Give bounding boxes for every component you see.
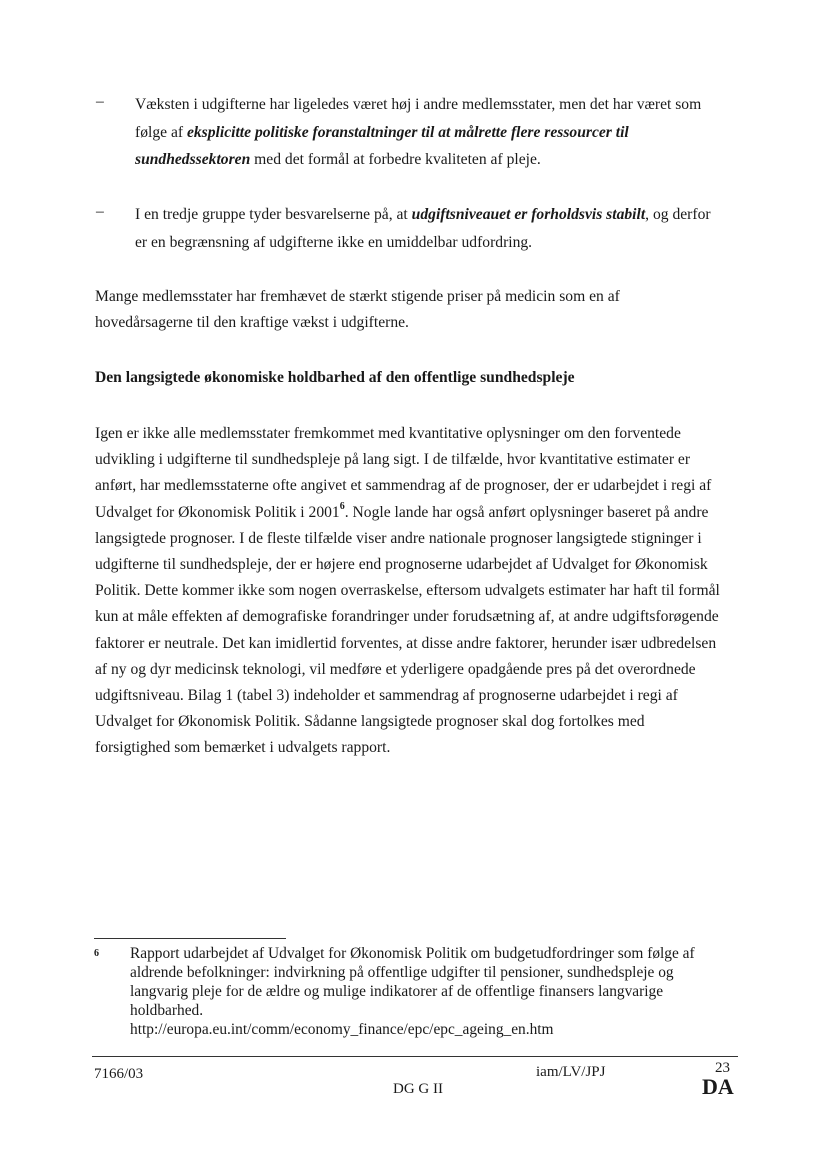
text-run: forsigtighed som bemærket i udvalgets rapport.: [95, 739, 391, 757]
text-line: [135, 201, 755, 229]
emphasized-text: udgiftsniveauet er forholdsvis stabilt: [411, 206, 646, 223]
text-run: langsigtede prognoser. I de fleste tilfælde viser andre nationale prognoser langsigtede stigninger i: [95, 529, 702, 547]
text-line: [95, 500, 735, 526]
footnote-url: http://europa.eu.int/comm/economy_finance/epc/epc_ageing_en.htm: [130, 1021, 554, 1038]
footnote-line: langvarig pleje for de ældre og mulige indikatorer af de offentlige finansers langvarige: [130, 983, 664, 1000]
text-run: I en tredje gruppe tyder besvarelserne på, at: [135, 206, 412, 223]
text-line: [95, 526, 735, 552]
text-run: udgifterne til sundhedspleje, der er højere end prognoserne udarbejdet af Udvalget for Økonomisk: [95, 556, 708, 574]
footnote-text: [130, 944, 730, 1039]
paragraph: [95, 421, 735, 762]
footnote-line: aldrende befolkninger: indvirkning på offentlige udgifter til pensioner, sundhedspleje og: [130, 964, 674, 981]
text-line: [95, 447, 735, 473]
text-run: . Nogle lande har også anført oplysninger baseret på andre: [344, 503, 709, 521]
emphasized-text: sundhedssektoren: [135, 151, 251, 168]
text-line: [95, 578, 735, 604]
emphasized-text: eksplicitte politiske foranstaltninger til at målrette flere ressourcer til: [186, 123, 629, 141]
footnote-number: 6: [94, 948, 99, 959]
text-line: [95, 709, 735, 735]
text-line: [95, 552, 735, 578]
text-run: af ny og dyr medicinsk teknologi, vil medføre et yderligere opadgående pres på det overordnede: [95, 660, 696, 678]
text-run: anført, har medlemsstaterne ofte angivet et sammendrag af de prognoser, der er udarbejdet i regi af: [95, 477, 712, 495]
text-run: Politik. Dette kommer ikke som nogen overraskelse, eftersom udvalgets estimater har haft til formål: [95, 582, 720, 600]
text-line: [95, 735, 735, 761]
text-line: Mange medlemsstater har fremhævet de stærkt stigende priser på medicin som en af: [95, 288, 620, 305]
text-line: [95, 604, 735, 630]
footer-separator: [92, 1056, 738, 1057]
text-line: [95, 657, 735, 683]
footnote-line: holdbarhed.: [130, 1002, 204, 1019]
text-run: følge af: [135, 123, 187, 141]
text-line: [135, 146, 755, 174]
text-line: [135, 119, 755, 147]
text-run: Igen er ikke alle medlemsstater fremkommet med kvantitative oplysninger om den forventede: [95, 425, 681, 442]
text-run: , og derfor: [645, 206, 711, 223]
bullet-item: [135, 201, 755, 256]
text-line: [95, 631, 735, 657]
department: DG G II: [393, 1081, 443, 1097]
text-run: faktorer er neutrale. Det kan imidlertid forventes, at disse andre faktorer, herunder især udbredelsen: [95, 634, 717, 652]
bullet-dash: –: [96, 203, 104, 220]
footnote-line: Rapport udarbejdet af Udvalget for Økonomisk Politik om budgetudfordringer som følge af: [130, 945, 695, 962]
text-line: hovedårsagerne til den kraftige vækst i udgifterne.: [95, 314, 409, 332]
text-run: med det formål at forbedre kvaliteten af pleje.: [250, 151, 541, 168]
bullet-dash: –: [96, 93, 104, 110]
text-run: Udvalget for Økonomisk Politik i 2001: [95, 503, 340, 521]
text-line: [95, 473, 735, 499]
text-line: [135, 229, 755, 257]
text-line: [95, 421, 735, 447]
footnote-reference: 6: [339, 501, 345, 513]
text-run: Udvalget for Økonomisk Politik. Sådanne langsigtede prognoser skal dog fortolkes med: [95, 713, 645, 731]
text-run: Væksten i udgifterne har ligeledes været høj i andre medlemsstater, men det har været som: [135, 96, 702, 113]
paragraph: [95, 284, 735, 336]
author-initials: iam/LV/JPJ: [536, 1064, 606, 1080]
text-run: kun at måle effekten af demografiske forandringer under forudsætning af, at andre udgiftsforøgende: [95, 608, 719, 626]
bullet-item: [135, 91, 755, 174]
text-line: [95, 683, 735, 709]
text-line: [135, 91, 755, 119]
text-run: udgiftsniveau. Bilag 1 (tabel 3) indeholder et sammendrag af prognoserne udarbejdet i regi af: [95, 687, 678, 705]
document-number: 7166/03: [94, 1066, 144, 1082]
language-code: DA: [702, 1074, 734, 1099]
text-run: er en begrænsning af udgifterne ikke en umiddelbar udfordring.: [135, 233, 533, 251]
section-heading: Den langsigtede økonomiske holdbarhed af den offentlige sundhedspleje: [95, 369, 575, 386]
page-number: 23: [715, 1060, 730, 1076]
text-run: udvikling i udgifterne til sundhedspleje på lang sigt. I de tilfælde, hvor kvantitative estimater er: [95, 451, 691, 469]
footnote-separator: [94, 938, 286, 939]
